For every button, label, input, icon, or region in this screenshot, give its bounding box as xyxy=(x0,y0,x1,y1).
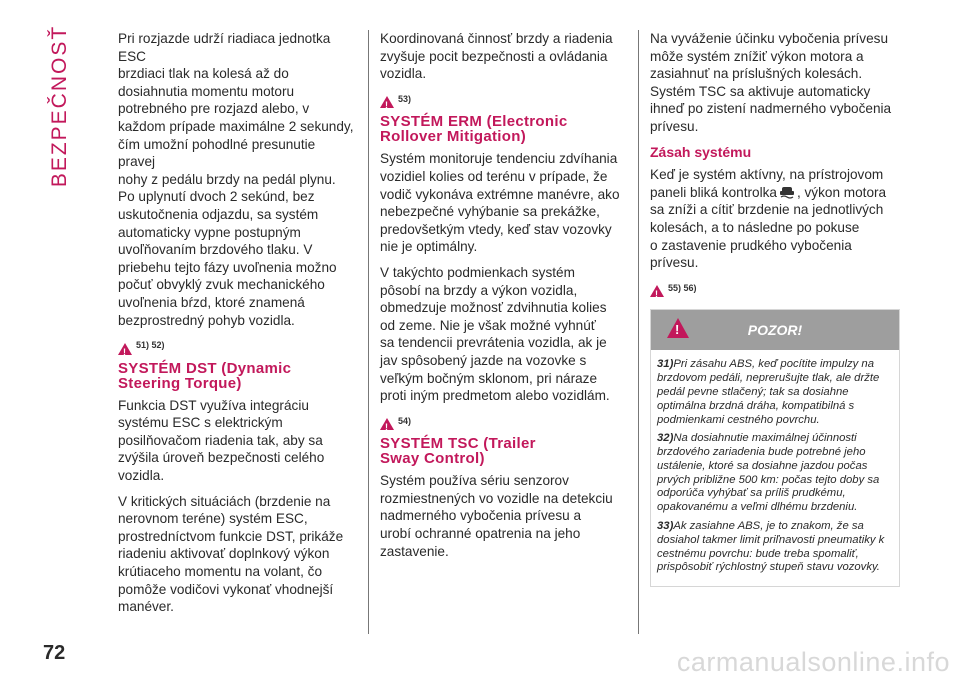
paragraph: Na vyváženie účinku vybočenia prívesu môže systém znížiť výkon motora a zasiahnuť na príslušných kolesách. Systém TSC sa aktivuje automaticky ihneď po zistení nadmerného vybočenia prívesu. xyxy=(650,31,892,134)
warning-reference xyxy=(380,91,630,109)
warning-triangle-icon xyxy=(380,96,394,108)
column-3 xyxy=(650,30,900,587)
warning-item xyxy=(657,432,893,515)
paragraph: Systém monitoruje tendenciu zdvíhania vozidiel kolies od terénu v prípade, že vodič vykonáva extrémne manévre, ako nebezpečné vyhýbanie sa prekážke, predovšetkým vtedy, keď stav vozovky nie je optimálny. xyxy=(380,151,620,255)
paragraph: Funkcia DST využíva integráciu systému ESC s elektrickým posilňovačom riadenia tak, aby sa zvýšila úroveň bezpečnosti celého vozidla. xyxy=(118,397,325,484)
warning-reference xyxy=(118,337,356,355)
warning-triangle-icon xyxy=(118,343,132,355)
warning-item-number: 33) xyxy=(657,520,674,533)
warning-reference-numbers: 55) 56) xyxy=(668,282,697,293)
section-name: BEZPEČNOSŤ xyxy=(48,24,72,188)
subsection-title: Zásah systému xyxy=(650,143,752,160)
warning-item-text: Pri zásahu ABS, keď pocítite impulzy na brzdovom pedáli, neprerušujte tlak, ale držte pedál pevne stlačený; tak sa dosiahne optimálna brzdná dráha, kompatibilná s podmienkami cestného povrchu. xyxy=(657,358,880,426)
footer-watermark: carmanualsonline.info xyxy=(676,647,950,677)
paragraph: V takýchto podmienkach systém pôsobí na brzdy a výkon vozidla, obmedzuje možnosť zdvihnutia kolies od zeme. Nie je však možné vyhnúť sa tendencii prevrátenia vozidla, ak je jav spôsobený jazde na vozovke s veľkým bočným sklonom, pri náraze proti iným predmetom alebo vozidlám. xyxy=(380,264,610,404)
paragraph: V kritických situáciách (brzdenie na nerovnom teréne) systém ESC, prostredníctvom funkcie DST, prikáže riadeniu aktivovať doplnkový výkon krútiaceho momentu na volant, čo pomôže vodičovi vykonať vhodnejší manéver. xyxy=(118,493,344,615)
section-title-dst: SYSTÉM DST (Dynamic Steering Torque) xyxy=(118,359,292,392)
warning-item-number: 32) xyxy=(657,432,674,445)
column-2 xyxy=(380,30,630,568)
warning-title: POZOR! xyxy=(747,321,803,338)
warning-item-number: 31) xyxy=(657,358,674,371)
warning-item-text: Ak zasiahne ABS, je to znakom, že sa dosiahol takmer limit priľnavosti pneumatiky k cestnému povrchu: bude treba spomaliť, prispôsobiť rýchlostný stupeň stavu vozovky. xyxy=(657,520,885,574)
warning-box-header xyxy=(651,310,899,350)
warning-triangle-icon xyxy=(380,418,394,430)
paragraph-part: Keď je systém aktívny, na prístrojovom paneli bliká kontrolka xyxy=(650,167,884,200)
page-number: 72 xyxy=(43,642,66,664)
warning-reference xyxy=(650,280,900,298)
warning-triangle-icon xyxy=(650,285,664,297)
warning-item xyxy=(657,520,893,575)
section-side-label xyxy=(22,26,98,186)
warning-item-text: Na dosiahnutie maximálnej účinnosti brzdového zariadenia bude potrebné jeho ustálenie, ktoré sa dosiahne jazdou počas prvých približne 500 km: počas tejto doby sa odporúča vyhýbať sa príliš prudkému, opakovanému a veľmi dlhému brzdeniu. xyxy=(657,432,880,514)
paragraph: Systém používa sériu senzorov rozmiestnených vo vozidle na detekciu nadmerného vybočenia prívesu a urobí ochranné opatrenia na jeho zastavenie. xyxy=(380,473,613,559)
warning-reference xyxy=(380,413,630,431)
warning-triangle-icon xyxy=(667,318,689,338)
paragraph xyxy=(650,166,900,272)
warning-reference-numbers: 51) 52) xyxy=(136,340,165,351)
warning-box xyxy=(650,309,900,587)
stability-warning-light-icon xyxy=(779,186,795,199)
paragraph: Koordinovaná činnosť brzdy a riadenia zvyšuje pocit bezpečnosti a ovládania vozidla. xyxy=(380,31,613,82)
warning-item xyxy=(657,358,893,427)
paragraph: Pri rozjazde udrží riadiaca jednotka ESC brzdiaci tlak na kolesá až do dosiahnutia momentu motoru potrebného pre rozjazd alebo, v každom prípade maximálne 2 sekundy, čím umožní pohodlné presunutie pravej nohy z pedálu brzdy na pedál plynu. Po uplynutí dvoch 2 sekúnd, bez uskutočnenia odjazdu, sa systém automaticky vypne postupným uvoľňovaním brzdového tlaku. V priebehu tejto fázy uvoľnenia možno počuť obvyklý zvuk mechanického uvoľnenia bŕzd, ktoré znamená bezprostredný pohyb vozidla. xyxy=(118,31,354,328)
column-divider xyxy=(638,30,639,634)
paragraph-part: , výkon motora sa zníži a cítiť brzdenie na jednotlivých kolesách, a to následne po pokuse o zastavenie prudkého vybočenia prívesu. xyxy=(650,184,887,271)
column-1 xyxy=(118,30,356,624)
column-divider xyxy=(368,30,369,634)
warning-reference-numbers: 53) xyxy=(398,93,412,104)
warning-box-body xyxy=(651,350,899,586)
section-title-tsc: SYSTÉM TSC (Trailer Sway Control) xyxy=(380,435,536,468)
section-title-erm: SYSTÉM ERM (Electronic Rollover Mitigation) xyxy=(380,113,568,146)
warning-reference-numbers: 54) xyxy=(398,415,412,426)
